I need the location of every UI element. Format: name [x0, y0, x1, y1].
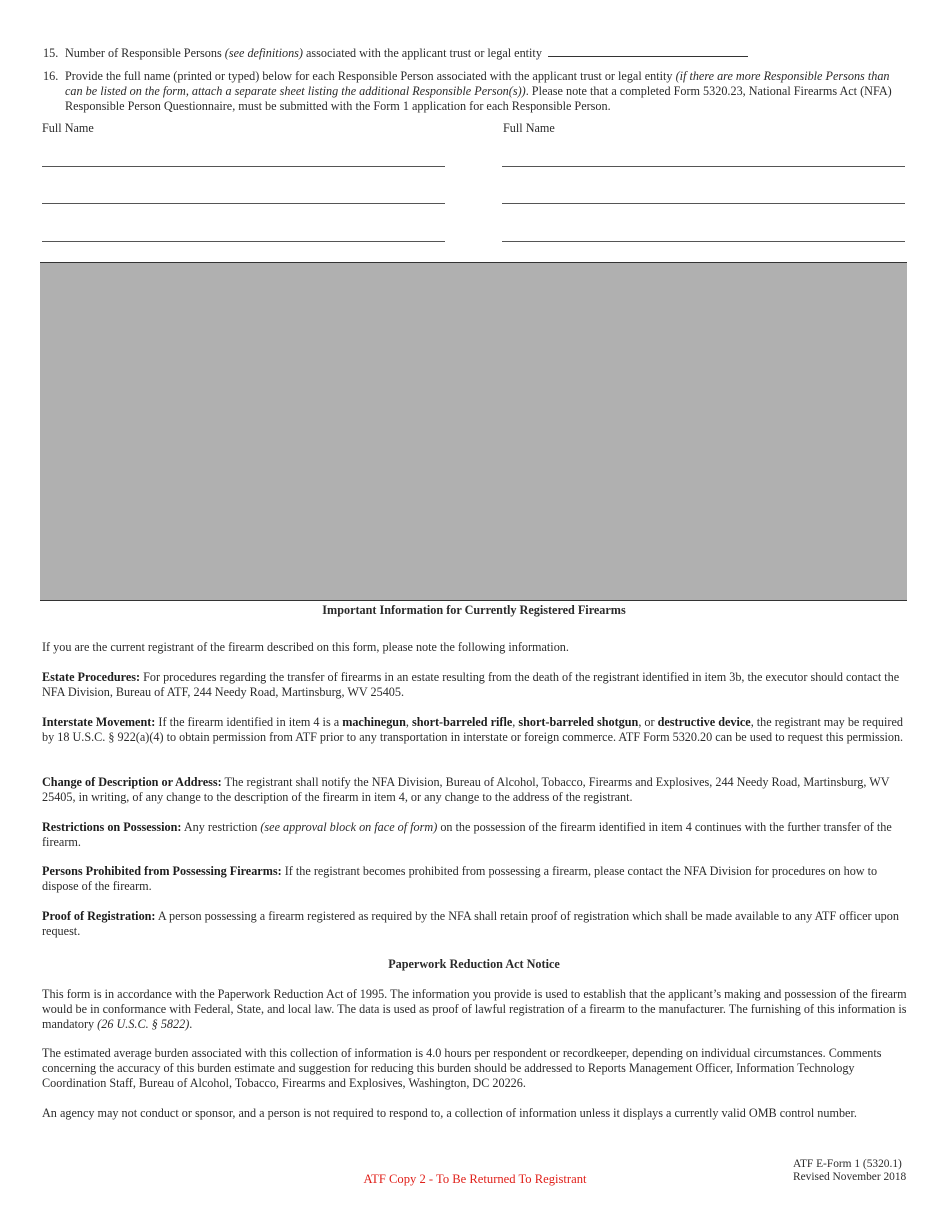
change-text: The registrant shall notify the NFA Division, Bureau of Alcohol, Tobacco, Firearms and Explosives, 244 Needy Road, Martinsburg, WV 25405, in writing, of any change to the description of the firearm in item 4, or any change to the address of the registrant.: [42, 775, 890, 804]
form-id: ATF E-Form 1 (5320.1): [793, 1158, 902, 1170]
proof-text: A person possessing a firearm registered as required by the NFA shall retain proof of registration which shall be made available to any ATF officer upon request.: [42, 909, 899, 938]
prohibited-text: If the registrant becomes prohibited from possessing a firearm, please contact the NFA Division for procedures on how to dispose of the firearm.: [42, 864, 878, 893]
prohibited-label: Persons Prohibited from Possessing Firearms:: [42, 864, 282, 878]
full-name-field[interactable]: [502, 166, 905, 167]
paperwork-p1-end: .: [189, 1017, 193, 1031]
item-15-text: Number of Responsible Persons: [65, 46, 225, 60]
change-label: Change of Description or Address:: [42, 775, 222, 789]
responsible-persons-count-field[interactable]: [548, 45, 748, 57]
interstate-text-a: If the firearm identified in item 4 is a: [155, 715, 343, 729]
sep: ,: [405, 715, 412, 729]
dd-term: destructive device: [657, 715, 751, 729]
item-16-italic: (if there are more Responsible Persons than can be listed on the form, attach a separate sheet listing the additional Responsible Person(s)): [65, 69, 890, 98]
proof-of-registration: [42, 909, 908, 939]
item-16-text-c: . Please note that a completed Form 5320.23, National Firearms Act (NFA) Responsible Person Questionnaire, must be submitted with the Form 1 application for each Responsible Person.: [65, 84, 892, 113]
paperwork-p1-text: This form is in accordance with the Paperwork Reduction Act of 1995. The information you provide is used to establish that the applicant’s making and possession of the firearm would be in conformance with Federal, State, and local law. The data is used as proof of lawful registration of a firearm to the manufacturer. The furnishing of this information is mandatory: [42, 987, 907, 1031]
atf-copy-label: ATF Copy 2 - To Be Returned To Registrant: [363, 1172, 587, 1186]
important-info-heading: Important Information for Currently Registered Firearms: [322, 603, 626, 617]
full-name-field[interactable]: [42, 241, 445, 242]
restrict-text-a: Any restriction: [181, 820, 261, 834]
estate-label: Estate Procedures:: [42, 670, 141, 684]
machinegun-term: machinegun: [342, 715, 406, 729]
item-15-number: 15.: [43, 46, 59, 60]
estate-text: For procedures regarding the transfer of firearms in an estate resulting from the death of the registrant identified in item 3b, the executor should contact the NFA Division, Bureau of ATF, 244 Needy Road, Martinsburg, WV 25405.: [42, 670, 900, 699]
item-16-text-a: Provide the full name (printed or typed) below for each Responsible Person associated with the applicant trust or legal entity: [65, 69, 676, 83]
paperwork-paragraph-3: An agency may not conduct or sponsor, and a person is not required to respond to, a collection of information unless it displays a currently valid OMB control number.: [42, 1106, 857, 1120]
sbr-term: short-barreled rifle: [411, 715, 513, 729]
revision-date: Revised November 2018: [793, 1171, 907, 1183]
paperwork-paragraph-2: The estimated average burden associated with this collection of information is 4.0 hours per respondent or recordkeeper, depending on individual circumstances. Comments concerning the accuracy of this burden estimate and suggestion for reducing this burden should be addressed to Reports Management Officer, Information Technology Coordination Staff, Bureau of Alcohol, Tobacco, Firearms and Explosives, Washington, DC 20226.: [42, 1046, 882, 1090]
full-name-label-left: Full Name: [42, 121, 94, 135]
item-15: [43, 45, 903, 61]
interstate-label: Interstate Movement:: [42, 715, 156, 729]
persons-prohibited: [42, 864, 908, 894]
sep: , or: [638, 715, 658, 729]
restrict-text-c: on the possession of the firearm identified in item 4 continues with the further transfer of the firearm.: [42, 820, 892, 849]
interstate-movement: [42, 715, 908, 745]
restrict-label: Restrictions on Possession:: [42, 820, 182, 834]
estate-procedures: [42, 670, 908, 700]
item-16-text: [65, 69, 908, 114]
restrict-italic: (see approval block on face of form): [260, 820, 438, 834]
proof-label: Proof of Registration:: [42, 909, 156, 923]
full-name-field[interactable]: [502, 241, 905, 242]
item-15-italic: (see definitions): [224, 46, 303, 60]
change-of-description: [42, 775, 908, 805]
gray-redacted-block: [40, 262, 907, 601]
paperwork-paragraph-1: [42, 987, 908, 1032]
sbs-term: short-barreled shotgun: [518, 715, 639, 729]
info-intro: If you are the current registrant of the firearm described on this form, please note the following information.: [42, 640, 569, 654]
item-16-number: 16.: [43, 69, 59, 83]
full-name-label-right: Full Name: [503, 121, 555, 135]
interstate-text-c: , the registrant may be required by 18 U.S.C. § 922(a)(4) to obtain permission from ATF prior to any transportation in interstate or foreign commerce. ATF Form 5320.20 can be used to request this permission.: [42, 715, 904, 744]
item-15-text-end: associated with the applicant trust or legal entity: [302, 46, 542, 60]
form-identifier: [793, 1158, 933, 1184]
full-name-field[interactable]: [42, 166, 445, 167]
paperwork-heading: Paperwork Reduction Act Notice: [388, 957, 560, 971]
restrictions-on-possession: [42, 820, 908, 850]
full-name-field[interactable]: [42, 203, 445, 204]
item-16: [43, 69, 908, 114]
paperwork-citation: (26 U.S.C. § 5822): [97, 1017, 190, 1031]
full-name-field[interactable]: [502, 203, 905, 204]
sep: ,: [512, 715, 519, 729]
